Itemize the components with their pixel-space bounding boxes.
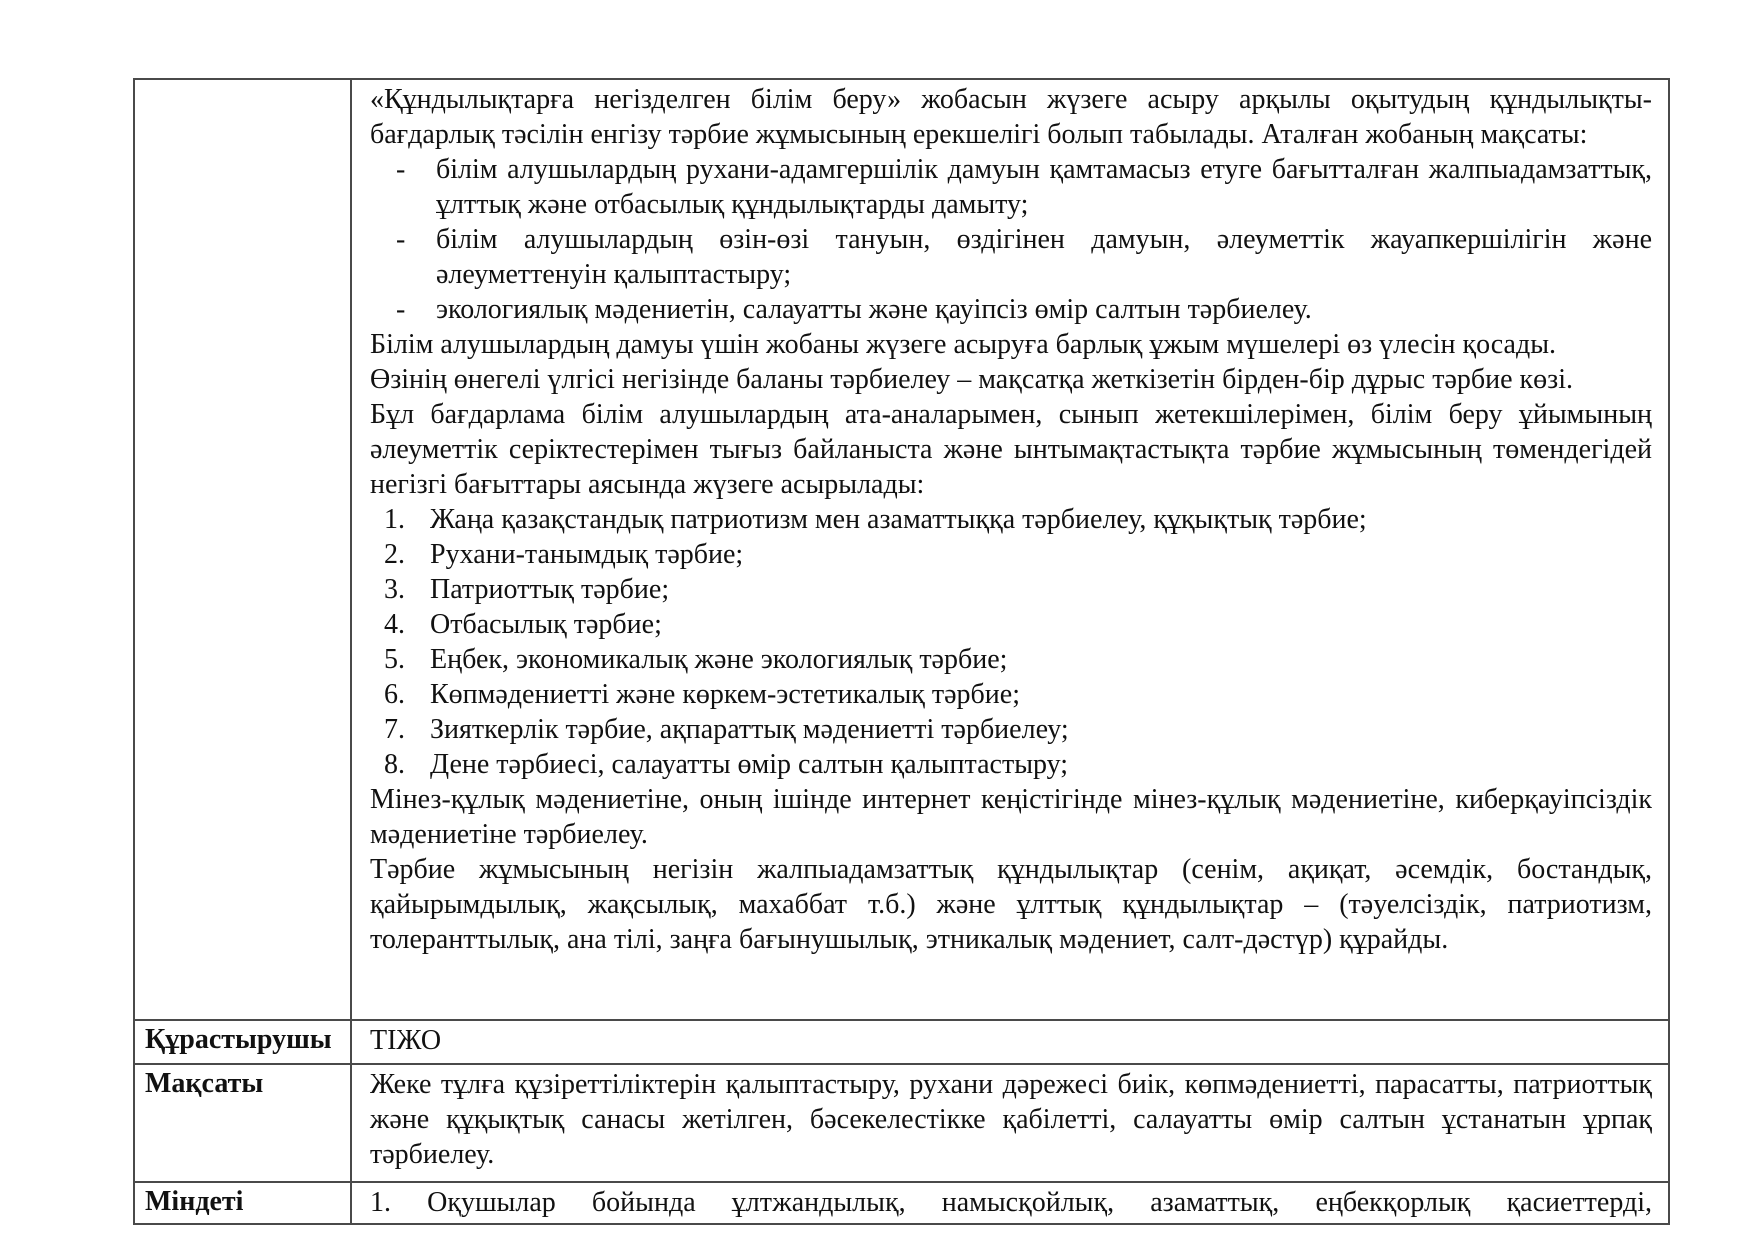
goal-value: Жеке тұлға құзіреттіліктерін қалыптастыру, рухани дәрежесі биік, көпмәдениетті, парасатты, патриоттық және құқықтық санасы жетілген, бәсекелестікке қабілетті, салауатты өмір салтын ұстанатын ұрпақ тәрбиелеу.: [351, 1064, 1669, 1182]
list-item: [384, 677, 1652, 712]
list-text: Зияткерлік тәрбие, ақпараттық мәдениетті тәрбиелеу;: [430, 714, 1069, 745]
list-item: [384, 642, 1652, 677]
program-paragraph: Бұл бағдарлама білім алушылардың ата-аналарымен, сынып жетекшілерімен, білім беру ұйымының әлеуметтік серіктестерімен тығыз байланыста және ынтымақтастықта тәрбие жұмысының төмендегідей негізгі бағыттары аясында жүзеге асырылады:: [370, 399, 1652, 500]
list-text: Еңбек, экономикалық және экологиялық тәрбие;: [430, 644, 1008, 675]
conduct-paragraph: Мінез-құлық мәдениетіне, оның ішінде интернет кеңістігінде мінез-құлық мәдениетіне, киберқауіпсіздік мәдениетіне тәрбиелеу.: [370, 784, 1652, 850]
main-row-content-cell: [351, 79, 1669, 1020]
list-item: [384, 607, 1652, 642]
list-number: 3.: [384, 574, 405, 605]
list-text: Отбасылық тәрбие;: [430, 609, 662, 640]
list-item: [396, 222, 1652, 292]
list-number: 2.: [384, 539, 405, 570]
list-item: [384, 502, 1652, 537]
contribution-paragraph: Білім алушылардың дамуы үшін жобаны жүзеге асыруға барлық ұжым мүшелері өз үлесін қосады.: [370, 329, 1557, 360]
list-number: 5.: [384, 644, 405, 675]
main-row-empty-label-cell: [134, 79, 351, 1020]
bullet-marker: -: [396, 154, 406, 185]
author-value: ТІЖО: [351, 1020, 1669, 1064]
list-number: 1.: [384, 504, 405, 535]
list-item: [396, 292, 1652, 327]
list-text: Көпмәдениетті және көркем-эстетикалық тәрбие;: [430, 679, 1020, 710]
example-paragraph: Өзінің өнегелі үлгісі негізінде баланы тәрбиелеу – мақсатқа жеткізетін бірден-бір дұрыс тәрбие көзі.: [370, 364, 1574, 395]
list-item: [396, 152, 1652, 222]
list-number: 6.: [384, 679, 405, 710]
list-number: 7.: [384, 714, 405, 745]
list-item: [384, 747, 1652, 782]
intro-paragraph: «Құндылықтарға негізделген білім беру» жобасын жүзеге асыру арқылы оқытудың құндылықты-бағдарлық тәсілін енгізу тәрбие жұмысының ерекшелігі болып табылады. Аталған жобаның мақсаты:: [370, 84, 1652, 150]
table-row-author: [134, 1020, 1669, 1064]
author-label: Құрастырушы: [134, 1020, 351, 1064]
table-row-task: [134, 1182, 1669, 1224]
list-text: Дене тәрбиесі, салауатты өмір салтын қалыптастыру;: [430, 749, 1069, 780]
bullet-marker: -: [396, 294, 406, 325]
goals-bullet-list: [396, 152, 1652, 327]
list-number: 4.: [384, 609, 405, 640]
bullet-text: білім алушылардың рухани-адамгершілік дамуын қамтамасыз етуге бағытталған жалпыадамзаттық, ұлттық және отбасылық құндылықтарды дамыту;: [436, 154, 1652, 220]
list-number: 8.: [384, 749, 405, 780]
table-row-goal: [134, 1064, 1669, 1182]
list-text: Рухани-танымдық тәрбие;: [430, 539, 744, 570]
bullet-marker: -: [396, 224, 406, 255]
list-text: Патриоттық тәрбие;: [430, 574, 670, 605]
bullet-text: экологиялық мәдениетін, салауатты және қауіпсіз өмір салтын тәрбиелеу.: [436, 294, 1312, 325]
education-program-table: [133, 78, 1670, 1225]
list-item: [384, 572, 1652, 607]
table-row-main: [134, 79, 1669, 1020]
list-item: [384, 712, 1652, 747]
bullet-text: білім алушылардың өзін-өзі тануын, өздігінен дамуын, әлеуметтік жауапкершілігін және әлеуметтенуін қалыптастыру;: [436, 224, 1652, 290]
goal-label: Мақсаты: [134, 1064, 351, 1182]
list-text: Жаңа қазақстандық патриотизм мен азаматтыққа тәрбиелеу, құқықтық тәрбие;: [430, 504, 1367, 535]
values-paragraph: Тәрбие жұмысының негізін жалпыадамзаттық құндылықтар (сенім, ақиқат, әсемдік, бостандық, қайырымдылық, жақсылық, махаббат т.б.) және ұлттық құндылықтар – (тәуелсіздік, патриотизм, толеранттылық, ана тілі, заңға бағынушылық, этникалық мәдениет, салт-дәстүр) құрайды.: [370, 854, 1652, 955]
list-item: [384, 537, 1652, 572]
task-value: 1. Оқушылар бойында ұлтжандылық, намысқойлық, азаматтық, еңбекқорлық қасиеттерді,: [351, 1182, 1669, 1224]
task-label: Міндеті: [134, 1182, 351, 1224]
directions-numbered-list: [384, 502, 1652, 782]
